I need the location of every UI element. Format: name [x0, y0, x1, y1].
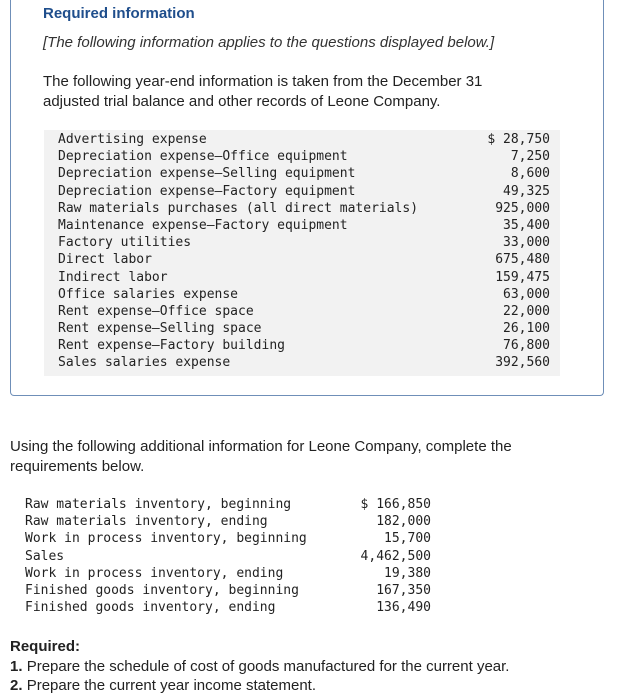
row-label: Raw materials inventory, ending [25, 514, 268, 530]
table-row [25, 582, 431, 599]
row-label: Indirect labor [58, 269, 168, 285]
row-label: Finished goods inventory, ending [25, 600, 276, 616]
required-label: Required: [10, 638, 81, 655]
row-label: Factory utilities [58, 235, 192, 251]
table-row [44, 200, 560, 217]
table-row [44, 165, 560, 182]
row-amount: 136,490 [376, 600, 431, 616]
required-information-heading: Required information [43, 5, 195, 22]
row-amount: $ 28,750 [487, 132, 550, 147]
row-amount: 392,560 [495, 355, 550, 371]
row-amount: $ 166,850 [360, 497, 431, 512]
table-row [44, 131, 560, 148]
row-label: Work in process inventory, ending [25, 565, 284, 581]
row-label: Work in process inventory, beginning [25, 531, 307, 547]
table-row [44, 148, 560, 165]
row-label: Raw materials inventory, beginning [25, 497, 292, 512]
row-label: Advertising expense [58, 132, 207, 147]
required-item-text: Prepare the schedule of cost of goods manufactured for the current year. [26, 657, 510, 675]
row-amount: 167,350 [376, 582, 431, 598]
table-row [44, 337, 560, 354]
row-amount: 675,480 [495, 252, 550, 268]
table-row [44, 234, 560, 251]
row-label: Depreciation expense—Factory equipment [58, 183, 356, 199]
row-amount: 49,325 [503, 183, 550, 199]
row-amount: 7,250 [510, 149, 550, 165]
table-row [44, 303, 560, 320]
required-item-text: Prepare the current year income statement. [26, 677, 316, 694]
row-amount: 8,600 [510, 166, 550, 182]
required-item [10, 676, 509, 696]
row-label: Raw materials purchases (all direct materials) [58, 200, 419, 216]
row-amount: 159,475 [495, 269, 550, 285]
table-row [44, 251, 560, 268]
table-row [25, 530, 431, 547]
row-label: Depreciation expense—Office equipment [58, 149, 348, 165]
row-amount: 19,380 [384, 565, 431, 581]
row-amount: 22,000 [503, 303, 550, 319]
table-row [44, 354, 560, 371]
row-label: Sales [25, 548, 65, 564]
row-amount: 35,400 [503, 217, 550, 233]
additional-info-text: Using the following additional information for Leone Company, complete the requirements below. [10, 438, 512, 475]
applies-note: [The following information applies to the questions displayed below.] [43, 34, 495, 51]
row-amount: 76,800 [503, 338, 550, 354]
row-label: Depreciation expense—Selling equipment [58, 166, 356, 182]
table-row [44, 183, 560, 200]
row-label: Direct labor [58, 252, 152, 268]
table-row [44, 217, 560, 234]
row-amount: 4,462,500 [360, 548, 431, 564]
additional-info-table [25, 496, 431, 616]
table-row [44, 320, 560, 337]
table-row [44, 269, 560, 286]
row-amount: 182,000 [376, 514, 431, 530]
row-amount: 33,000 [503, 235, 550, 251]
row-amount: 925,000 [495, 200, 550, 216]
row-label: Rent expense—Office space [58, 303, 254, 319]
row-label: Maintenance expense—Factory equipment [58, 217, 348, 233]
table-row [25, 548, 431, 565]
required-item-number: 1. [10, 657, 23, 675]
table-row [25, 599, 431, 616]
table-row [25, 513, 431, 530]
row-label: Rent expense—Selling space [58, 321, 262, 337]
intro-text: The following year-end information is taken from the December 31 adjusted trial balance and other records of Leone Company. [43, 73, 483, 110]
required-item-number: 2. [10, 677, 23, 694]
required-item [10, 657, 509, 677]
row-label: Office salaries expense [58, 286, 239, 302]
row-amount: 15,700 [384, 531, 431, 547]
table-row [44, 286, 560, 303]
trial-balance-table [44, 130, 560, 376]
table-row [25, 496, 431, 513]
required-section [10, 637, 509, 696]
row-label: Sales salaries expense [58, 355, 231, 371]
row-amount: 26,100 [503, 321, 550, 337]
row-amount: 63,000 [503, 286, 550, 302]
row-label: Finished goods inventory, beginning [25, 582, 299, 598]
row-label: Rent expense—Factory building [58, 338, 285, 354]
table-row [25, 565, 431, 582]
